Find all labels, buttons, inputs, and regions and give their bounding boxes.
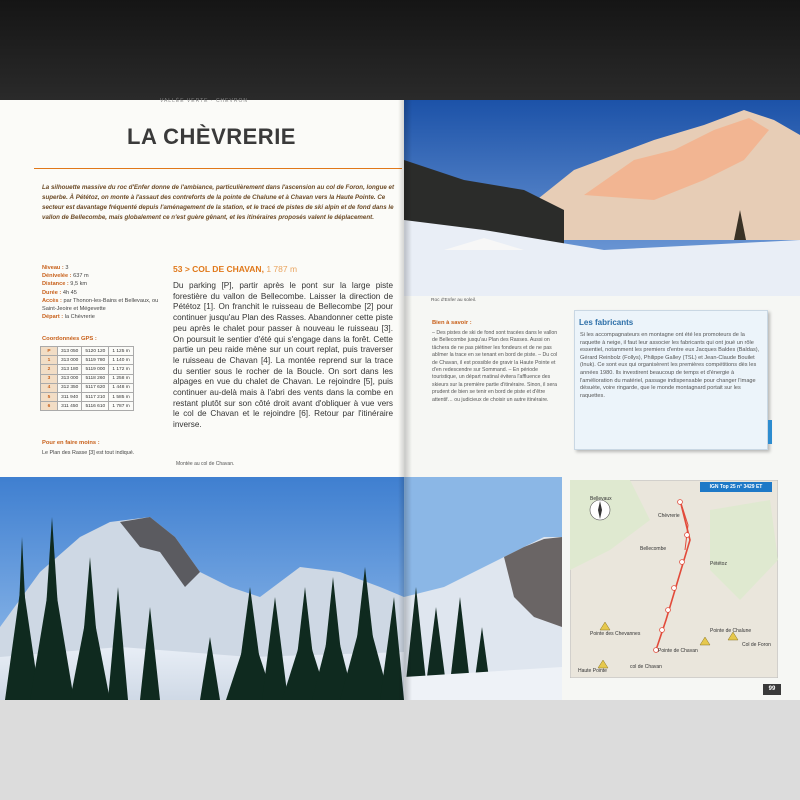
map-label: Pététoz [710, 561, 727, 567]
gps-cell: 5117 620 [82, 383, 109, 392]
route-title [173, 264, 297, 274]
intro-paragraph: La silhouette massive du roc d'Enfer donne de l'ambiance, particulièrement dans l'ascension au col de Foron, longue et superbe. À Pététoz, on monte à l'assaut des contreforts de la pointe de Chalune et à Chavan vers la Haute Pointe. Ce secteur est davantage fréquenté depuis l'aménagement de la station, et le tracé de pistes de ski alpin et de fond dans le vallon de Bellecombe, mais globalement ce n'est guère gênant, et les itinéraires proposés valent le déplacement. [42, 184, 395, 221]
info-item: Durée : 4h 45 [42, 289, 77, 296]
gps-cell: 1 258 m [109, 374, 133, 383]
gps-cell: 312 350 [58, 383, 82, 392]
gps-cell: 5120 120 [82, 347, 109, 356]
desk-background-top [0, 0, 800, 100]
gps-point: 3 [41, 374, 58, 383]
map-reference-badge: IGN Top 25 n° 3429 ET [700, 482, 772, 492]
gps-row [41, 374, 134, 383]
photo-caption-top: Roc d'Enfer au soleil. [431, 298, 477, 303]
route-description: Du parking [P], partir après le pont sur la large piste forestière du vallon de Bellecombe. Laisser la direction de Pététoz [1]. On franchit le ruisseau de Bellecombe [2] pour continuer jusqu'au Plan des Rasses. Abandonner cette piste peu après le chalet pour passer à nouveau le ruisseau [3]. On poursuit le sentier d'été qui s'engage dans la forêt. Cette partie un peu raide mène sur un court replat, puis traverser le ruisseau de Chavan [4]. La montée reprend sur la trace du sentier sous le rocher de la Boucle. On sort dans les alpages en vue du chalet de Chavan. Le rejoindre [5], puis continuer au-delà mais à l'abri des vents dans la combe en restant plutôt sur son côté droit avant d'obliquer à vue vers le col de Chavan et le rejoindre [6]. Retour par l'itinéraire inverse. [173, 281, 393, 430]
gps-cell: 313 000 [58, 374, 82, 383]
map-label: Pointe des Chevannes [590, 631, 641, 637]
route-map [570, 480, 778, 678]
map-label: Pointe de Chalune [710, 628, 752, 634]
gps-point: 1 [41, 356, 58, 365]
info-list [42, 264, 162, 321]
gps-row [41, 365, 134, 374]
map-label: Bellevaux [590, 496, 612, 502]
gps-title: Coordonnées GPS : [42, 336, 97, 342]
info-item: Départ : la Chèvrerie [42, 314, 95, 321]
desk-background-bottom [0, 700, 800, 800]
photo-caption-left: Montée au col de Chavan. [176, 461, 235, 467]
title-rule [34, 168, 402, 169]
manufacturers-text: Si les accompagnateurs en montagne ont été les promoteurs de la raquette à neige, il faut leur associer les fabricants qui ont joué un rôle essentiel, notamment les premiers d'entre eux Jacques Baldes (Baldas), Gérard Reinbolz (Follys), Philippe Galley (TSL) et Jean-Claude Bouilet (Inuk). Ce sont eux qui organisèrent les premières compétitions dès les années 1980. Ils investirent beaucoup de temps et d'énergie à l'amélioration du matériel, passage indispensable pour changer l'image désuète, voire ringarde, que le monde montagnard portait sur les raquettes. [580, 332, 760, 399]
good-to-know-title: Bien à savoir : [432, 320, 472, 326]
gps-row [41, 347, 134, 356]
info-item: Accès : par Thonon-les-Bains et Bellevaux, ou Saint-Jeoire et Mégevette [42, 297, 159, 313]
gps-table [40, 346, 134, 411]
good-to-know-text: – Des pistes de ski de fond sont tracées dans le vallon de Bellecombe jusqu'au Plan des Rasses. Aussi on tâchera de ne pas piétiner les fondeurs et de ne pas abîmer la trace en se tenant en bord de piste. – Du col de Chavan, il est possible de gravir la Haute Pointe et d'en redescendre sur Sommand. – En période touristique, un départ matinal évitera l'affluence des skieurs sur la première partie d'itinéraire. Sinon, il sera prudent de bien se tenir en bord de piste et d'être attentif… ou judicieux de choisir un autre itinéraire. [432, 330, 558, 403]
running-header: VALLÉE VERTE · CHEVRON [160, 98, 248, 104]
gps-cell: 311 450 [58, 402, 82, 411]
gps-point: P [41, 347, 58, 356]
snowy-forest-photo [0, 477, 404, 700]
manufacturers-title: Les fabricants [579, 318, 634, 327]
info-item: Dénivelée : 637 m [42, 273, 89, 280]
gps-cell: 1 140 m [109, 356, 133, 365]
gps-cell: 5117 210 [82, 392, 109, 401]
shorter-option-text: Le Plan des Rasse [3] est tout indiqué. [42, 450, 135, 456]
gps-row [41, 356, 134, 365]
info-item: Niveau : 3 [42, 265, 69, 271]
map-label: Pointe de Chavan [658, 648, 698, 654]
gps-cell: 313 180 [58, 365, 82, 374]
map-label: col de Chavan [630, 664, 662, 670]
gps-point: 5 [41, 392, 58, 401]
gps-cell: 311 940 [58, 392, 82, 401]
map-label: Chèvrerie [658, 513, 680, 519]
gps-cell: 1 585 m [109, 392, 133, 401]
map-label: Haute Pointe [578, 668, 607, 674]
gps-row [41, 392, 134, 401]
route-name: COL DE CHAVAN, [192, 264, 267, 274]
gps-cell: 5116 610 [82, 402, 109, 411]
gps-row [41, 383, 134, 392]
route-number: 53 > [173, 264, 193, 274]
map-label: Bellecombe [640, 546, 667, 552]
page-number: 99 [763, 684, 781, 695]
gps-cell: 5118 260 [82, 374, 109, 383]
info-item: Distance : 9,5 km [42, 281, 88, 288]
mountain-slope-photo [404, 477, 562, 700]
gps-point: 6 [41, 402, 58, 411]
route-altitude: 1 787 m [266, 264, 298, 274]
gps-cell: 5119 000 [82, 365, 109, 374]
map-label: Col de Foron [742, 642, 771, 648]
shorter-option-title: Pour en faire moins : [42, 440, 100, 446]
gps-cell: 313 050 [58, 347, 82, 356]
gps-cell: 5119 780 [82, 356, 109, 365]
book-gutter [398, 100, 412, 700]
gps-cell: 1 787 m [109, 402, 133, 411]
gps-cell: 1 125 m [109, 347, 133, 356]
gps-cell: 313 000 [58, 356, 82, 365]
gps-point: 4 [41, 383, 58, 392]
gps-point: 2 [41, 365, 58, 374]
gps-cell: 1 448 m [109, 383, 133, 392]
gps-cell: 1 172 m [109, 365, 133, 374]
box-accent-bar [768, 420, 772, 444]
gps-row [41, 402, 134, 411]
roc-denfer-photo [404, 100, 800, 296]
page-title: LA CHÈVRERIE [127, 124, 296, 149]
